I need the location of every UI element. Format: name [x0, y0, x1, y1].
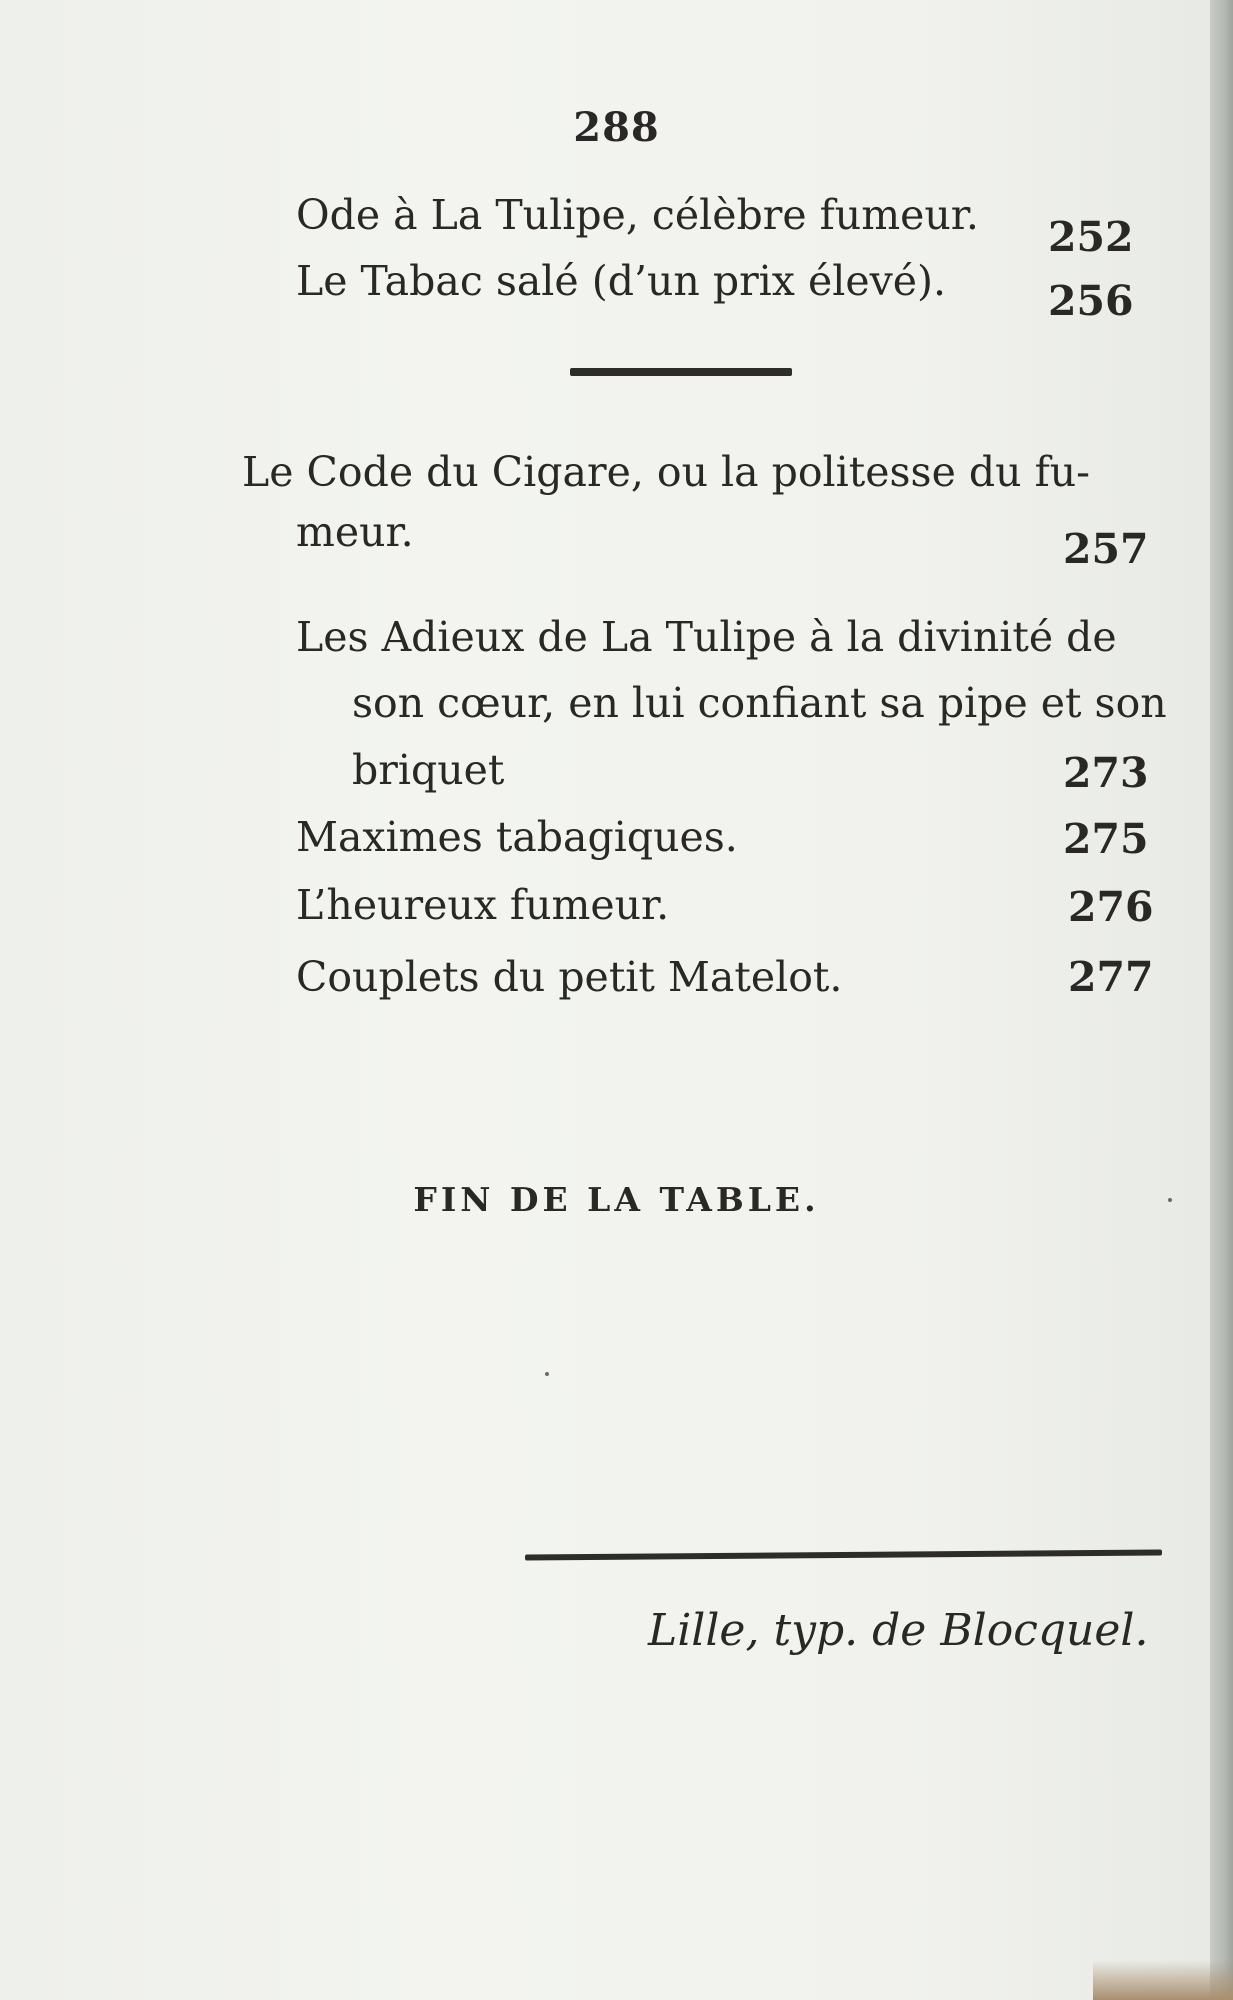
toc-entry-page: 257	[1063, 525, 1149, 573]
paper-speck	[545, 1372, 549, 1376]
toc-entry-title: L’heureux fumeur.	[296, 881, 670, 929]
paper-speck	[1168, 1198, 1172, 1202]
toc-entry-title: Le Code du Cigare, ou la politesse du fu-	[242, 448, 1091, 496]
toc-entry-page: 277	[1068, 953, 1154, 1001]
toc-entry-title: Maximes tabagiques.	[296, 813, 738, 861]
toc-entry-title: Ode à La Tulipe, célèbre fumeur.	[296, 191, 979, 239]
toc-entry-title: Le Tabac salé (d’un prix élevé).	[296, 257, 947, 305]
toc-entry-page: 256	[1048, 277, 1134, 325]
page-edge	[1210, 0, 1233, 2000]
toc-entry-title-continued: son cœur, en lui confiant sa pipe et son	[352, 679, 1167, 727]
printer-imprint: Lille, typ. de Blocquel.	[648, 1605, 1149, 1656]
toc-entry-page: 275	[1063, 815, 1149, 863]
toc-entry-title: Les Adieux de La Tulipe à la divinité de	[296, 613, 1117, 661]
page-number: 288	[573, 104, 660, 151]
toc-entry-page: 252	[1048, 213, 1134, 261]
toc-entry-title: Couplets du petit Matelot.	[296, 953, 843, 1001]
toc-entry-title-continued: briquet	[352, 746, 505, 794]
page-edge-shadow	[1093, 1960, 1233, 2000]
end-of-table-label: FIN DE LA TABLE.	[413, 1180, 820, 1219]
section-divider	[570, 368, 792, 376]
toc-entry-page: 276	[1068, 883, 1154, 931]
toc-entry-page: 273	[1063, 749, 1149, 797]
toc-entry-title-continued: meur.	[296, 508, 414, 556]
